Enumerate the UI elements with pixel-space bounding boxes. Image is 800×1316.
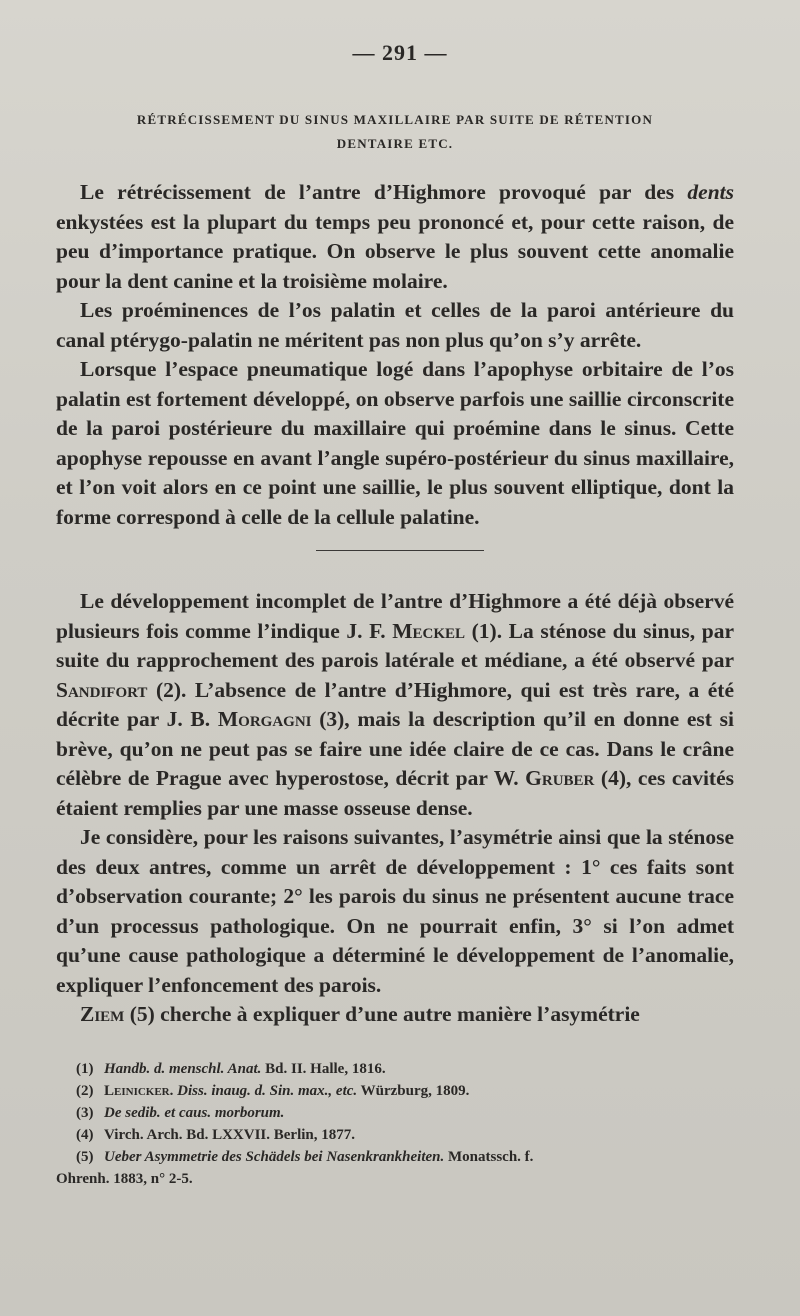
- footnote-text: Würzburg, 1809.: [357, 1082, 470, 1099]
- footnote-5-continuation: Ohrenh. 1883, n° 2-5.: [56, 1170, 193, 1187]
- footnote-2: [56, 1080, 734, 1102]
- page-number: — 291 —: [352, 40, 448, 65]
- paragraph-4-text-5: (4), ces cavités étaient remplies par une masse osseuse dense.: [56, 766, 734, 820]
- paragraph-4-text-1: Le développement incomplet de l’antre d’Highmore a été déjà observé plusieurs fois comme l’indique J. F.: [56, 589, 734, 643]
- footnote-5: [56, 1146, 734, 1168]
- paragraph-6: [56, 1000, 734, 1030]
- paragraph-4-text-2: (1). La sténose du sinus, par suite du rapprochement des parois latérale et médiane, a été observé par: [56, 618, 734, 672]
- footnote-author: Leinicker.: [104, 1082, 174, 1099]
- paragraph-3: Lorsque l’espace pneumatique logé dans l’apophyse orbitaire de l’os palatin est fortement développé, on observe parfois une saillie circonscrite de la paroi postérieure du maxillaire qui proémine dans le sinus. Cette apophyse repousse en avant l’angle supéro-postérieur du sinus maxillaire, et l’on voit alors en ce point une saillie, le plus souvent elliptique, dont la forme correspond à celle de la cellule palatine.: [56, 357, 734, 529]
- footnote-title: Ueber Asymmetrie des Schädels bei Nasenkrankheiten.: [104, 1148, 445, 1165]
- footnote-number: (1): [76, 1060, 94, 1077]
- heading-line-2: DENTAIRE ETC.: [336, 136, 454, 151]
- footnote-number: (3): [76, 1104, 94, 1121]
- paragraph-1-text-b: enkystées est la plupart du temps peu prononcé et, pour cette raison, de peu d’importance pratique. On observe le plus souvent cette anomalie pour la dent canine et la troisième molaire.: [56, 209, 734, 293]
- paragraph-1-italic: dents: [687, 180, 734, 204]
- footnote-text: Virch. Arch. Bd. LXXVII. Berlin, 1877.: [104, 1126, 355, 1143]
- footnote-number: (2): [76, 1082, 94, 1099]
- footnote-number: (5): [76, 1148, 94, 1165]
- footnote-number: (4): [76, 1126, 94, 1143]
- heading-line-1: RÉTRÉCISSEMENT DU SINUS MAXILLAIRE PAR SUITE DE RÉTENTION: [136, 112, 654, 127]
- footnote-title: Diss. inaug. d. Sin. max., etc.: [173, 1082, 358, 1099]
- footnote-text: Monatssch. f.: [444, 1148, 534, 1165]
- section-divider: [316, 550, 484, 551]
- paragraph-4: [56, 587, 734, 823]
- footnote-title: Handb. d. menschl. Anat.: [104, 1060, 262, 1077]
- paragraph-1-text-a: Le rétrécissement de l’antre d’Highmore provoqué par des: [80, 180, 688, 204]
- author-sandifort: Sandifort: [56, 677, 148, 702]
- footnote-title: De sedib. et caus. morborum.: [104, 1104, 285, 1121]
- footnote-3: [56, 1102, 734, 1124]
- paragraph-5: Je considère, pour les raisons suivantes, l’asymétrie ainsi que la sténose des deux antres, comme un arrêt de développement : 1° ces faits sont d’observation courante; 2° les parois du sinus ne présentent aucune trace d’un processus pathologique. On ne pourrait enfin, 3° si l’on admet qu’une cause pathologique a déterminé le développement de l’anomalie, expliquer l’enfoncement des parois.: [56, 825, 734, 997]
- footnote-1: [56, 1058, 734, 1080]
- author-meckel: Meckel: [392, 618, 466, 643]
- paragraph-1: [56, 178, 734, 296]
- section-heading: [56, 108, 734, 156]
- footnote-text: Bd. II. Halle, 1816.: [261, 1060, 386, 1077]
- footnotes: [56, 1058, 734, 1190]
- paragraph-6-text: (5) cherche à expliquer d’une autre manière l’asymétrie: [124, 1002, 640, 1026]
- paragraph-4-text-4: (3), mais la description qu’il en donne est si brève, qu’on ne peut pas se faire une idée claire de ce cas. Dans le crâne célèbre de Prague avec hyperostose, décrit par W.: [56, 707, 734, 790]
- footnote-4: [56, 1124, 734, 1146]
- author-morgagni: Morgagni: [217, 707, 312, 731]
- paragraph-4-text-3: (2). L’absence de l’antre d’Highmore, qui est très rare, a été décrite par J. B.: [56, 677, 734, 731]
- author-ziem: Ziem: [80, 1002, 125, 1026]
- paragraph-2: Les proéminences de l’os palatin et celles de la paroi antérieure du canal ptérygo-palatin ne méritent pas non plus qu’on s’y arrête.: [56, 298, 734, 352]
- author-gruber: Gruber: [525, 766, 595, 790]
